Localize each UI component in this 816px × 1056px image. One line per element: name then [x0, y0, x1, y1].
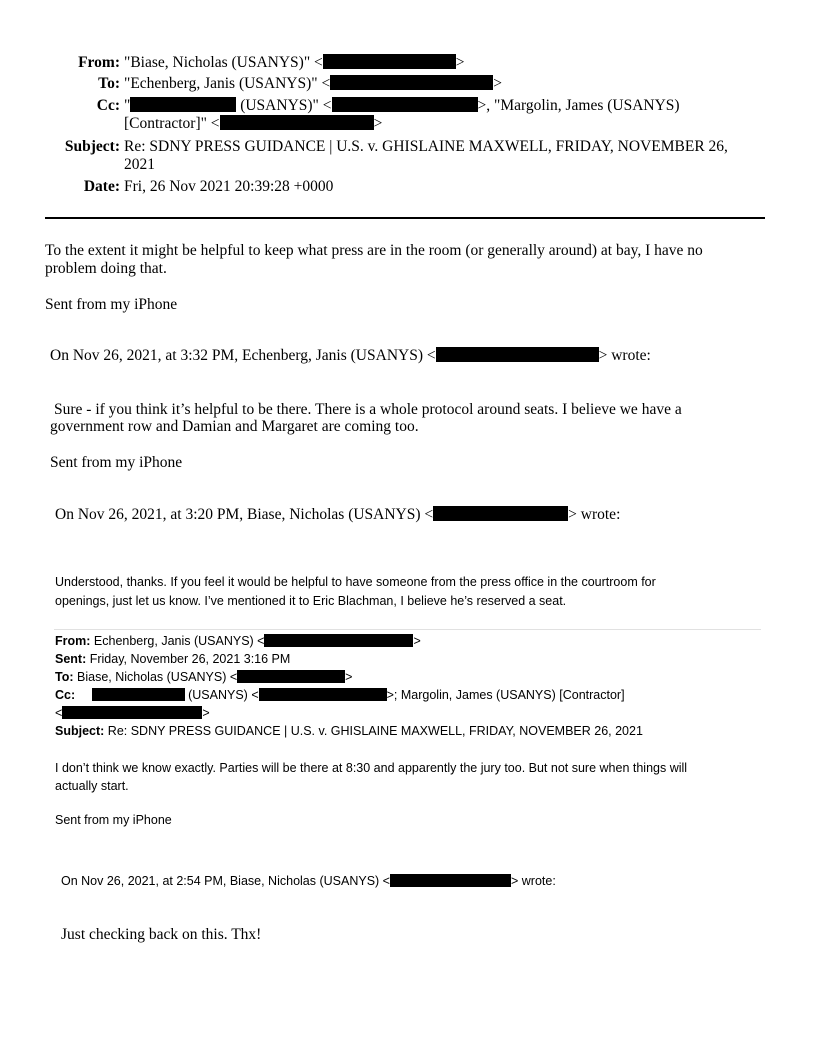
redaction-box [433, 506, 568, 521]
redaction-box [237, 670, 345, 683]
redaction-box [130, 97, 236, 112]
redaction-box [62, 706, 202, 719]
cc-value: " (USANYS)" < >, "Margolin, James (USANYS) [124, 97, 680, 114]
message-line: Just checking back on this. Thx! [61, 926, 262, 943]
redaction-box [220, 115, 374, 130]
fwd-to: To: Biase, Nicholas (USANYS) < > [55, 670, 353, 684]
from-label: From: [78, 54, 120, 71]
message-line: openings, just let us know. I’ve mentioned it to Eric Blachman, I believe he’s reserved a seat. [55, 594, 567, 608]
cc-label: Cc: [96, 97, 120, 114]
fwd-cc: Cc: (USANYS) < >; Margolin, James (USANYS) [Contractor] [55, 688, 625, 702]
message-line: actually start. [55, 779, 129, 793]
redaction-box [332, 97, 478, 112]
fwd-cc-line2: < > [55, 706, 210, 720]
fwd-from: From: Echenberg, Janis (USANYS) < > [55, 634, 421, 648]
redaction-box [330, 75, 493, 90]
message-line: Understood, thanks. If you feel it would be helpful to have someone from the press office in the courtroom for [55, 575, 656, 589]
quote-intro: On Nov 26, 2021, at 3:32 PM, Echenberg, Janis (USANYS) < > wrote: [50, 347, 651, 364]
subject-label: Subject: [64, 138, 120, 155]
signature: Sent from my iPhone [50, 454, 183, 471]
message-line: problem doing that. [45, 260, 167, 277]
redaction-box [264, 634, 413, 647]
redaction-box [436, 347, 599, 362]
message-line: government row and Damian and Margaret are coming too. [50, 418, 419, 435]
message-line: To the extent it might be helpful to keep what press are in the room (or generally around) at bay, I have no [45, 242, 703, 259]
message-line: I don’t think we know exactly. Parties will be there at 8:30 and apparently the jury too. But not sure when things will [55, 761, 688, 775]
signature: Sent from my iPhone [55, 813, 172, 827]
redaction-box [259, 688, 387, 701]
subject-value-line2: 2021 [124, 156, 155, 173]
subject-value: Re: SDNY PRESS GUIDANCE | U.S. v. GHISLAINE MAXWELL, FRIDAY, NOVEMBER 26, [124, 138, 728, 155]
header-divider [45, 217, 765, 219]
forward-divider [54, 629, 761, 630]
redaction-box [390, 874, 511, 887]
to-label: To: [98, 75, 120, 92]
to-value: "Echenberg, Janis (USANYS)" < > [124, 75, 502, 92]
date-label: Date: [83, 178, 120, 195]
message-line: Sure - if you think it’s helpful to be there. There is a whole protocol around seats. I believe we have a [54, 401, 682, 418]
redaction-box [323, 54, 456, 69]
redaction-box [92, 688, 185, 701]
cc-value-line2: [Contractor]" < > [124, 115, 383, 132]
quote-intro: On Nov 26, 2021, at 3:20 PM, Biase, Nicholas (USANYS) < > wrote: [55, 506, 621, 523]
quote-intro: On Nov 26, 2021, at 2:54 PM, Biase, Nicholas (USANYS) < > wrote: [61, 874, 556, 888]
from-value: "Biase, Nicholas (USANYS)" < > [124, 54, 465, 71]
signature: Sent from my iPhone [45, 296, 178, 313]
fwd-sent: Sent: Friday, November 26, 2021 3:16 PM [55, 652, 291, 666]
date-value: Fri, 26 Nov 2021 20:39:28 +0000 [124, 178, 334, 195]
fwd-subject: Subject: Re: SDNY PRESS GUIDANCE | U.S. v. GHISLAINE MAXWELL, FRIDAY, NOVEMBER 26, 2021 [55, 724, 643, 738]
